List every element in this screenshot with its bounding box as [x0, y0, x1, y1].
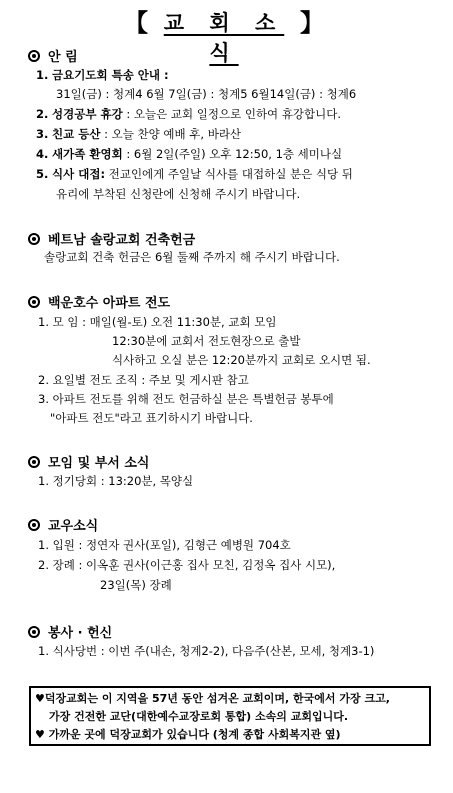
title-open-bracket: 【 [124, 9, 148, 37]
service-line-1: 1. 식사당번 : 이번 주(내손, 청계2-2), 다음주(산본, 모세, 청계3-1) [38, 644, 375, 658]
announce-item-3: 3. 친교 등산 : 오늘 찬양 예배 후, 바라산 [36, 127, 242, 141]
footer-notice-box [29, 686, 431, 746]
title-text: 교 회 소 식 [163, 11, 285, 65]
section-service-heading: 봉사 · 헌신 [28, 622, 112, 641]
members-line-2: 2. 장례 : 이옥훈 권사(이근홍 집사 모친, 김정옥 집사 시모), [38, 558, 336, 572]
section-vietnam-heading: 베트남 솔랑교회 건축헌금 [28, 229, 195, 248]
bullet-icon [28, 456, 40, 468]
apartment-line-3: 식사하고 오실 분은 12:20분까지 교회로 오시면 됨. [112, 353, 371, 367]
section-members-heading: 교우소식 [28, 515, 98, 534]
footer-line-1: ♥덕장교회는 이 지역을 57년 동안 섬겨온 교회이며, 한국에서 가장 크고, [35, 692, 390, 705]
title-close-bracket: 】 [300, 9, 324, 37]
section-meetings-heading: 모임 및 부서 소식 [28, 452, 149, 471]
apartment-line-6: "아파트 전도"라고 표기하시기 바랍니다. [50, 411, 253, 425]
members-line-3: 23일(목) 장례 [100, 578, 172, 592]
bullet-icon [28, 296, 40, 308]
announce-item-4: 4. 새가족 환영회 : 6월 2일(주일) 오후 12:50, 1층 세미나실 [36, 147, 343, 161]
bullet-icon [28, 626, 40, 638]
announce-item-2: 2. 성경공부 휴강 : 오늘은 교회 일정으로 인하여 휴강합니다. [36, 107, 342, 121]
apartment-line-4: 2. 요일별 전도 조직 : 주보 및 게시판 참고 [38, 373, 249, 387]
members-line-1: 1. 입원 : 정연자 권사(포일), 김형근 예병원 704호 [38, 538, 291, 552]
footer-line-2: 가장 건전한 교단(대한예수교장로회 통합) 소속의 교회입니다. [49, 710, 349, 723]
announce-item-5: 5. 식사 대접: 전교인에게 주일날 식사를 대접하실 분은 식당 뒤 [36, 167, 353, 181]
apartment-line-1: 1. 모 임 : 매일(월-토) 오전 11:30분, 교회 모임 [38, 315, 277, 329]
bullet-icon [28, 519, 40, 531]
announce-item-1-detail: 31일(금) : 청계4 6월 7일(금) : 청계5 6월14일(금) : 청계6 [56, 87, 357, 101]
bullet-icon [28, 233, 40, 245]
meetings-line-1: 1. 정기당회 : 13:20분, 목양실 [38, 474, 194, 488]
announce-item-5-line2: 유리에 부착된 신청란에 신청해 주시기 바랍니다. [56, 187, 301, 201]
apartment-line-2: 12:30분에 교회서 전도현장으로 출발 [112, 334, 301, 348]
section-apartment-heading: 백운호수 아파트 전도 [28, 292, 170, 311]
footer-line-3: ♥ 가까운 곳에 덕장교회가 있습니다 (청계 종합 사회복지관 옆) [35, 728, 341, 741]
announce-item-1: 1. 금요기도회 특송 안내 : [36, 68, 169, 82]
bulletin-title [124, 8, 324, 65]
vietnam-text: 솔랑교회 건축 헌금은 6월 둘째 주까지 해 주시기 바랍니다. [44, 250, 340, 264]
bullet-icon [28, 50, 40, 62]
section-announcements-heading: 안 림 [28, 46, 78, 65]
apartment-line-5: 3. 아파트 전도를 위해 전도 헌금하실 분은 특별헌금 봉투에 [38, 392, 334, 406]
